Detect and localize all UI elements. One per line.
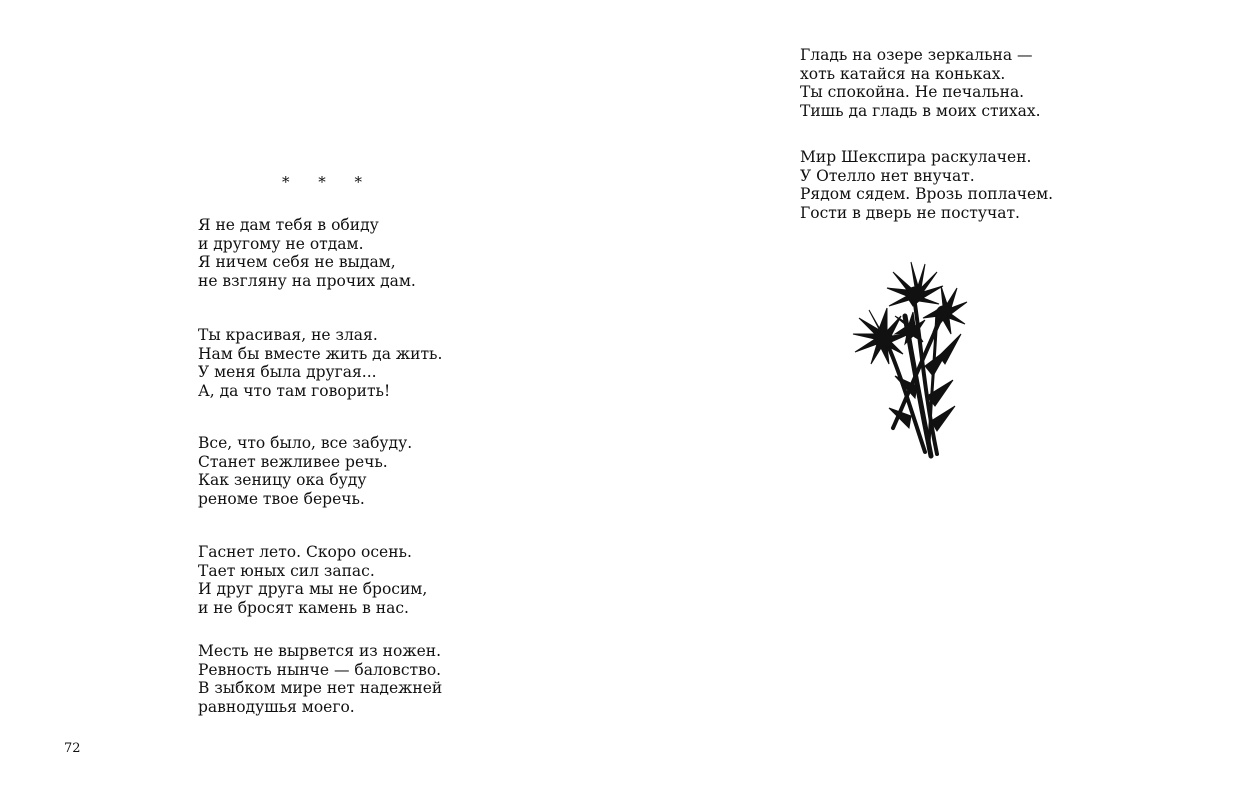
stanza-5 [198,642,442,716]
verse-line: У меня была другая... [198,363,377,382]
verse-line: равнодушья моего. [198,697,355,716]
stanza-4 [198,543,427,617]
verse-line: Гости в дверь не постучат. [800,203,1020,222]
verse-line: Тает юных сил запас. [198,561,375,580]
asterism-divider: * * * [282,173,375,191]
verse-line: Месть не вырвется из ножен. [198,642,442,660]
verse-line: Рядом сядем. Врозь поплачем. [800,185,1054,204]
verse-line: А, да что там говорить! [198,381,391,400]
right-page [625,0,1250,800]
verse-line: Ты спокойна. Не печальна. [800,83,1025,102]
verse-line: Ревность нынче — баловство. [198,660,442,679]
verse-line: Я ничем себя не выдам, [198,253,396,272]
verse-line: У Отелло нет внучат. [800,166,975,185]
stanza-3 [198,434,412,508]
verse-line: Как зеницу ока буду [198,471,367,490]
flower-bouquet-icon [845,256,970,461]
verse-line: и другому не отдам. [198,234,364,253]
page-number: 72 [64,741,81,756]
verse-line: Я не дам тебя в обиду [198,216,379,234]
verse-line: Ты красивая, не злая. [198,326,378,344]
verse-line: Гаснет лето. Скоро осень. [198,543,412,561]
verse-line: Тишь да гладь в моих стихах. [800,101,1041,120]
stanza-2 [198,326,442,400]
stanza-6 [800,46,1041,120]
verse-line: Гладь на озере зеркальна — [800,46,1033,64]
verse-line: Все, что было, все забуду. [198,434,413,452]
stanza-1 [198,216,416,290]
verse-line: реноме твое беречь. [198,489,365,508]
stanza-7 [800,148,1053,222]
verse-line: хоть катайся на коньках. [800,64,1006,83]
verse-line: Мир Шекспира раскулачен. [800,148,1032,166]
verse-line: И друг друга мы не бросим, [198,580,428,599]
verse-line: и не бросят камень в нас. [198,598,409,617]
verse-line: Нам бы вместе жить да жить. [198,344,443,363]
verse-line: не взгляну на прочих дам. [198,271,416,290]
verse-line: Станет вежливее речь. [198,452,388,471]
verse-line: В зыбком мире нет надежней [198,679,443,698]
